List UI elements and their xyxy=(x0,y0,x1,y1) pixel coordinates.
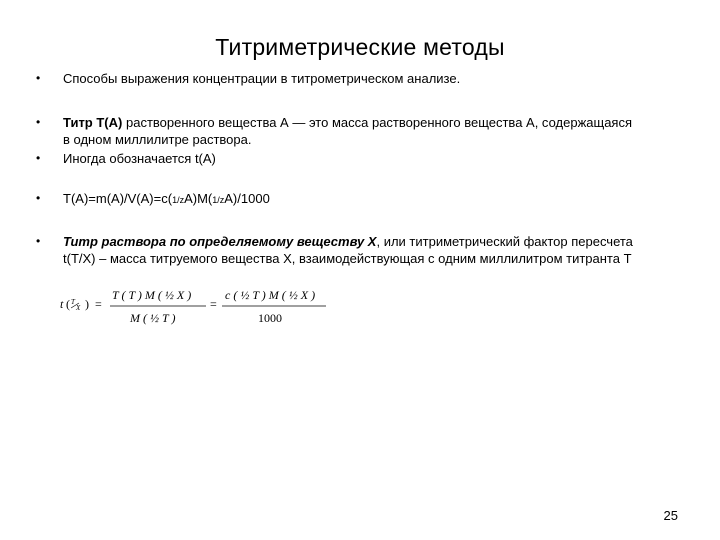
equation-fraction: 1/z xyxy=(172,195,185,205)
page-number: 25 xyxy=(663,508,678,523)
formula-svg xyxy=(58,284,348,332)
bullet-dot: • xyxy=(36,115,41,129)
formula-equals-2: = xyxy=(210,297,217,311)
bullet-item-titer-equation xyxy=(36,190,270,209)
term-titer-by-substance: Титр раствора по определяемому веществу X xyxy=(63,234,377,249)
bullet-dot: • xyxy=(36,71,41,85)
equation-part: A)/1000 xyxy=(224,191,270,206)
bullet-item-titer-definition xyxy=(36,114,632,148)
formula-numerator-2: c ( ½ T ) M ( ½ X ) xyxy=(225,288,316,302)
formula-numerator-1: T ( T ) M ( ½ X ) xyxy=(112,288,192,302)
formula-lhs-t: t xyxy=(60,297,64,311)
formula-lhs-close: ) xyxy=(85,297,89,311)
formula-denominator-2: 1000 xyxy=(258,311,282,325)
formula-lhs-open: ( xyxy=(66,297,70,311)
equation-part: T(A)=m(A)/V(A)=c( xyxy=(63,191,173,206)
bullet-item-concentration xyxy=(36,70,460,87)
conversion-factor-formula xyxy=(58,284,348,332)
bullet-dot: • xyxy=(36,151,41,165)
bullet-text-line2: в одном миллилитре раствора. xyxy=(63,132,252,147)
slide-title: Титриметрические методы xyxy=(215,34,505,60)
formula-lhs-num: T xyxy=(71,298,75,306)
term-titer: Титр T(A) xyxy=(63,115,123,130)
formula-equals-1: = xyxy=(95,297,102,311)
formula-lhs-den: X xyxy=(76,304,81,312)
bullet-text: Способы выражения концентрации в титрометрическом анализе. xyxy=(63,71,461,86)
bullet-text-line1: растворенного вещества А — это масса растворенного вещества А, содержащаяся xyxy=(125,115,633,130)
formula-denominator-1: M ( ½ T ) xyxy=(130,311,176,325)
bullet-dot: • xyxy=(36,234,41,248)
bullet-dot: • xyxy=(36,191,41,205)
equation-fraction: 1/z xyxy=(212,195,225,205)
bullet-item-titer-by-substance xyxy=(36,233,633,267)
equation-part: A)M( xyxy=(184,191,213,206)
bullet-text: Иногда обозначается t(A) xyxy=(63,151,216,166)
bullet-text-line2: t(T/X) – масса титруемого вещества Х, взаимодействующая с одним миллилитром титранта Т xyxy=(63,251,632,266)
bullet-text-line1: , или титриметрический фактор пересчета xyxy=(376,234,633,249)
bullet-item-notation xyxy=(36,150,216,167)
